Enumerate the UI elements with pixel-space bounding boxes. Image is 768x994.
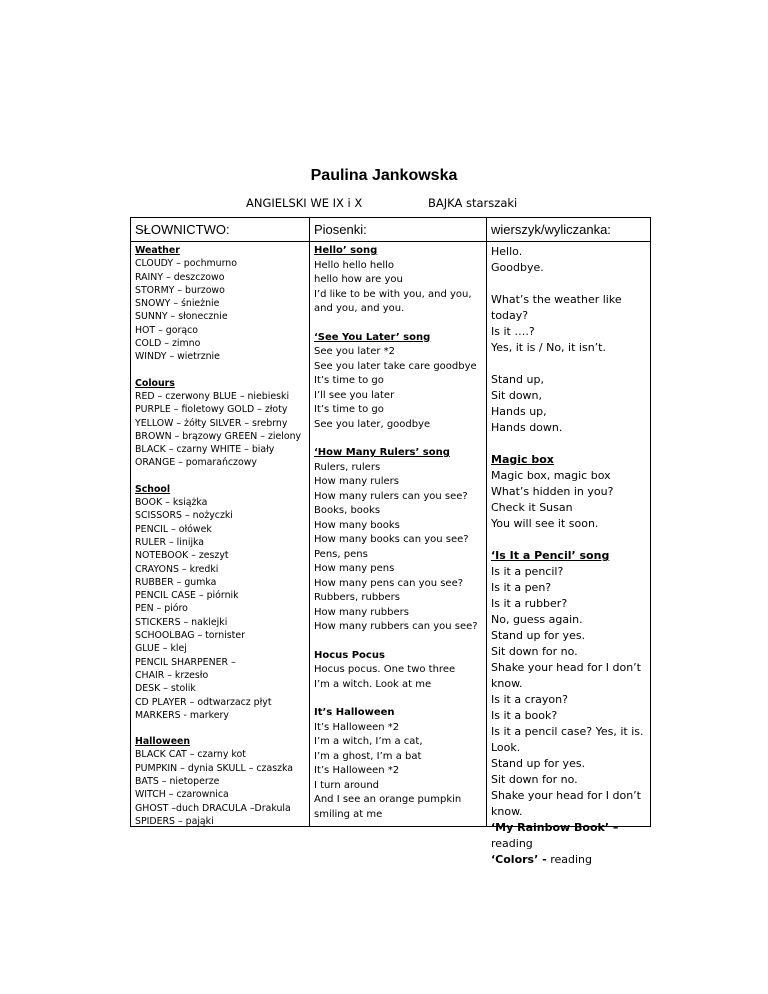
list-line: Shake your head for I don’t know. — [491, 661, 641, 690]
vocab-school-list — [135, 496, 305, 722]
list-line: See you later, goodbye — [314, 418, 431, 430]
list-line: Is it a pen? — [491, 581, 552, 594]
list-line: STICKERS – naklejki — [135, 616, 228, 628]
songs-column — [314, 244, 482, 824]
list-line: What’s hidden in you? — [491, 485, 614, 498]
rhyme-lines — [491, 372, 646, 436]
song-title: It’s Halloween — [314, 707, 395, 718]
list-line: I turn around — [314, 779, 379, 791]
song-title: Hocus Pocus — [314, 649, 385, 661]
rhymes-cell — [487, 242, 651, 866]
list-line: How many pens — [314, 563, 395, 574]
section-heading: School — [135, 483, 171, 495]
list-line: No, guess again. — [491, 613, 583, 626]
rhyme-lines — [491, 292, 646, 356]
list-line: How many rulers — [314, 476, 399, 487]
list-line: COLD – zimno — [135, 338, 201, 350]
list-line: PENCIL CASE – piórnik — [135, 590, 239, 602]
list-line: Sit down for no. — [491, 773, 578, 786]
list-line: Hands up, — [491, 405, 547, 418]
list-line: I’m a witch. Look at me — [314, 678, 432, 690]
reading-label: reading — [491, 837, 533, 850]
list-line: I’m a ghost, I’m a bat — [314, 750, 422, 762]
list-line: Is it a crayon? — [491, 693, 568, 706]
list-line: YELLOW – żółty SILVER – srebrny — [135, 417, 288, 429]
list-line: Rulers, rulers — [314, 461, 381, 473]
list-line: Goodbye. — [491, 261, 544, 274]
list-line: Is it a pencil case? Yes, it is. Look. — [491, 725, 644, 754]
table-content-row — [131, 242, 651, 827]
reading-label: reading — [550, 853, 592, 866]
list-line: PUMPKIN – dynia SKULL – czaszka — [135, 762, 294, 774]
list-line: RAINY – deszczowo — [135, 271, 225, 283]
list-line: GHOST –duch DRACULA –Drakula — [135, 802, 291, 814]
page-title: Paulina Jankowska — [310, 167, 458, 184]
list-line: BLACK – czarny WHITE – biały — [135, 444, 275, 456]
reading-title: ‘Colors’ - — [491, 853, 547, 866]
list-line: It’s time to go — [314, 375, 384, 386]
list-line: How many rubbers — [314, 606, 409, 618]
list-line: How many books can you see? — [314, 534, 469, 545]
lesson-plan-table — [130, 217, 651, 866]
list-line: Yes, it is / No, it isn’t. — [491, 341, 606, 354]
reading-item — [491, 820, 646, 852]
list-line: CD PLAYER – odtwarzacz płyt — [135, 696, 272, 708]
rhyme-lines — [491, 244, 646, 276]
list-line: And I see an orange pumpkin smiling at me — [314, 794, 462, 820]
list-line: You will see it soon. — [491, 517, 599, 530]
subtitle-subject: ANGIELSKI WE IX i X — [246, 196, 363, 210]
songs-cell — [310, 242, 487, 827]
list-line: How many rulers can you see? — [314, 490, 468, 502]
list-line: I’ll see you later — [314, 389, 395, 401]
list-line: How many pens can you see? — [314, 577, 464, 589]
list-line: Is it a book? — [491, 709, 558, 722]
list-line: NOTEBOOK – zeszyt — [135, 550, 229, 562]
list-line: BROWN – brązowy GREEN – zielony — [135, 430, 302, 442]
list-line: SCHOOLBAG – tornister — [135, 630, 245, 642]
reading-item — [491, 852, 646, 868]
section-heading: Weather — [135, 245, 180, 256]
vocab-halloween-list — [135, 748, 305, 828]
rhyme-title: ‘Is It a Pencil’ song — [491, 549, 610, 562]
rhyme-title: Magic box — [491, 453, 554, 466]
list-line: CLOUDY – pochmurno — [135, 258, 237, 270]
reading-title: ‘My Rainbow Book’ – — [491, 821, 619, 834]
list-line: What’s the weather like today? — [491, 293, 622, 322]
subtitle-group: BAJKA starszaki — [428, 196, 518, 210]
song-lyrics — [314, 345, 482, 432]
list-line: Sit down for no. — [491, 645, 578, 658]
list-line: WINDY – wietrznie — [135, 351, 220, 363]
list-line: ORANGE – pomarańczowy — [135, 457, 257, 469]
header-songs: Piosenki: — [310, 218, 487, 242]
list-line: MARKERS - markery — [135, 709, 229, 721]
list-line: Books, books — [314, 505, 381, 516]
list-line: RUBBER – gumka — [135, 576, 217, 588]
list-line: Magic box, magic box — [491, 469, 611, 482]
list-line: Shake your head for I don’t know. — [491, 789, 641, 818]
list-line: PENCIL – ołówek — [135, 523, 212, 535]
list-line: Hocus pocus. One two three — [314, 664, 456, 675]
list-line: How many rubbers can you see? — [314, 621, 478, 632]
song-title: Hello’ song — [314, 245, 378, 256]
list-line: Check it Susan — [491, 501, 573, 514]
list-line: SUNNY – słonecznie — [135, 311, 228, 323]
list-line: RULER – linijka — [135, 536, 205, 548]
list-line: I’m a witch, I’m a cat, — [314, 736, 423, 747]
list-line: CRAYONS – kredki — [135, 563, 219, 575]
list-line: hello how are you — [314, 274, 403, 285]
vocabulary-cell — [131, 242, 310, 827]
list-line: It’s time to go — [314, 404, 384, 415]
section-heading: Halloween — [135, 736, 191, 748]
song-lyrics — [314, 259, 482, 317]
list-line: Is it a pencil? — [491, 565, 564, 578]
list-line: GLUE – klej — [135, 643, 187, 655]
list-line: STORMY – burzowo — [135, 284, 225, 296]
list-line: SCISSORS – nożyczki — [135, 510, 233, 522]
list-line: Pens, pens — [314, 548, 368, 560]
list-line: WITCH – czarownica — [135, 789, 229, 801]
list-line: DESK – stolik — [135, 683, 196, 695]
list-line: BLACK CAT – czarny kot — [135, 749, 246, 761]
list-line: See you later take care goodbye — [314, 360, 477, 372]
song-title: ‘See You Later’ song — [314, 331, 431, 343]
list-line: Hello hello hello — [314, 259, 395, 271]
list-line: Hands down. — [491, 421, 563, 434]
song-lyrics — [314, 461, 482, 635]
list-line: PURPLE – fioletowy GOLD – złoty — [135, 404, 288, 416]
rhymes-column — [491, 244, 646, 866]
list-line: I’d like to be with you, and you, and you, and you. — [314, 288, 472, 314]
list-line: Sit down, — [491, 389, 543, 402]
header-vocabulary: SŁOWNICTWO: — [131, 218, 310, 242]
section-heading: Colours — [135, 377, 175, 389]
list-line: Rubbers, rubbers — [314, 592, 400, 603]
vocabulary-column — [135, 244, 305, 827]
list-line: Stand up for yes. — [491, 757, 586, 770]
list-line: BOOK – książka — [135, 497, 208, 509]
list-line: How many books — [314, 519, 400, 531]
vocab-colours-list — [135, 390, 305, 470]
table-header-row — [131, 218, 651, 242]
header-rhymes: wierszyk/wyliczanka: — [487, 218, 651, 242]
song-title: ‘How Many Rulers’ song — [314, 447, 450, 458]
list-line: See you later *2 — [314, 346, 396, 357]
list-line: SPIDERS – pająki — [135, 815, 214, 827]
list-line: BATS – nietoperze — [135, 775, 220, 787]
rhyme-lines — [491, 468, 646, 532]
list-line: PENCIL SHARPENER – — [135, 656, 236, 668]
list-line: SNOWY – śnieżnie — [135, 298, 220, 310]
list-line: PEN – pióro — [135, 603, 188, 615]
rhyme-lines — [491, 564, 646, 820]
list-line: HOT – gorąco — [135, 324, 198, 336]
list-line: Is it ….? — [491, 325, 535, 338]
list-line: Stand up, — [491, 373, 544, 386]
list-line: RED – czerwony BLUE – niebieski — [135, 390, 290, 402]
list-line: Hello. — [491, 245, 523, 258]
list-line: It’s Halloween *2 — [314, 765, 400, 776]
list-line: Stand up for yes. — [491, 629, 586, 642]
song-lyrics — [314, 663, 482, 692]
list-line: CHAIR – krzesło — [135, 669, 209, 681]
vocab-weather-list — [135, 257, 305, 363]
list-line: It’s Halloween *2 — [314, 721, 400, 733]
list-line: Is it a rubber? — [491, 597, 568, 610]
song-lyrics — [314, 721, 482, 823]
